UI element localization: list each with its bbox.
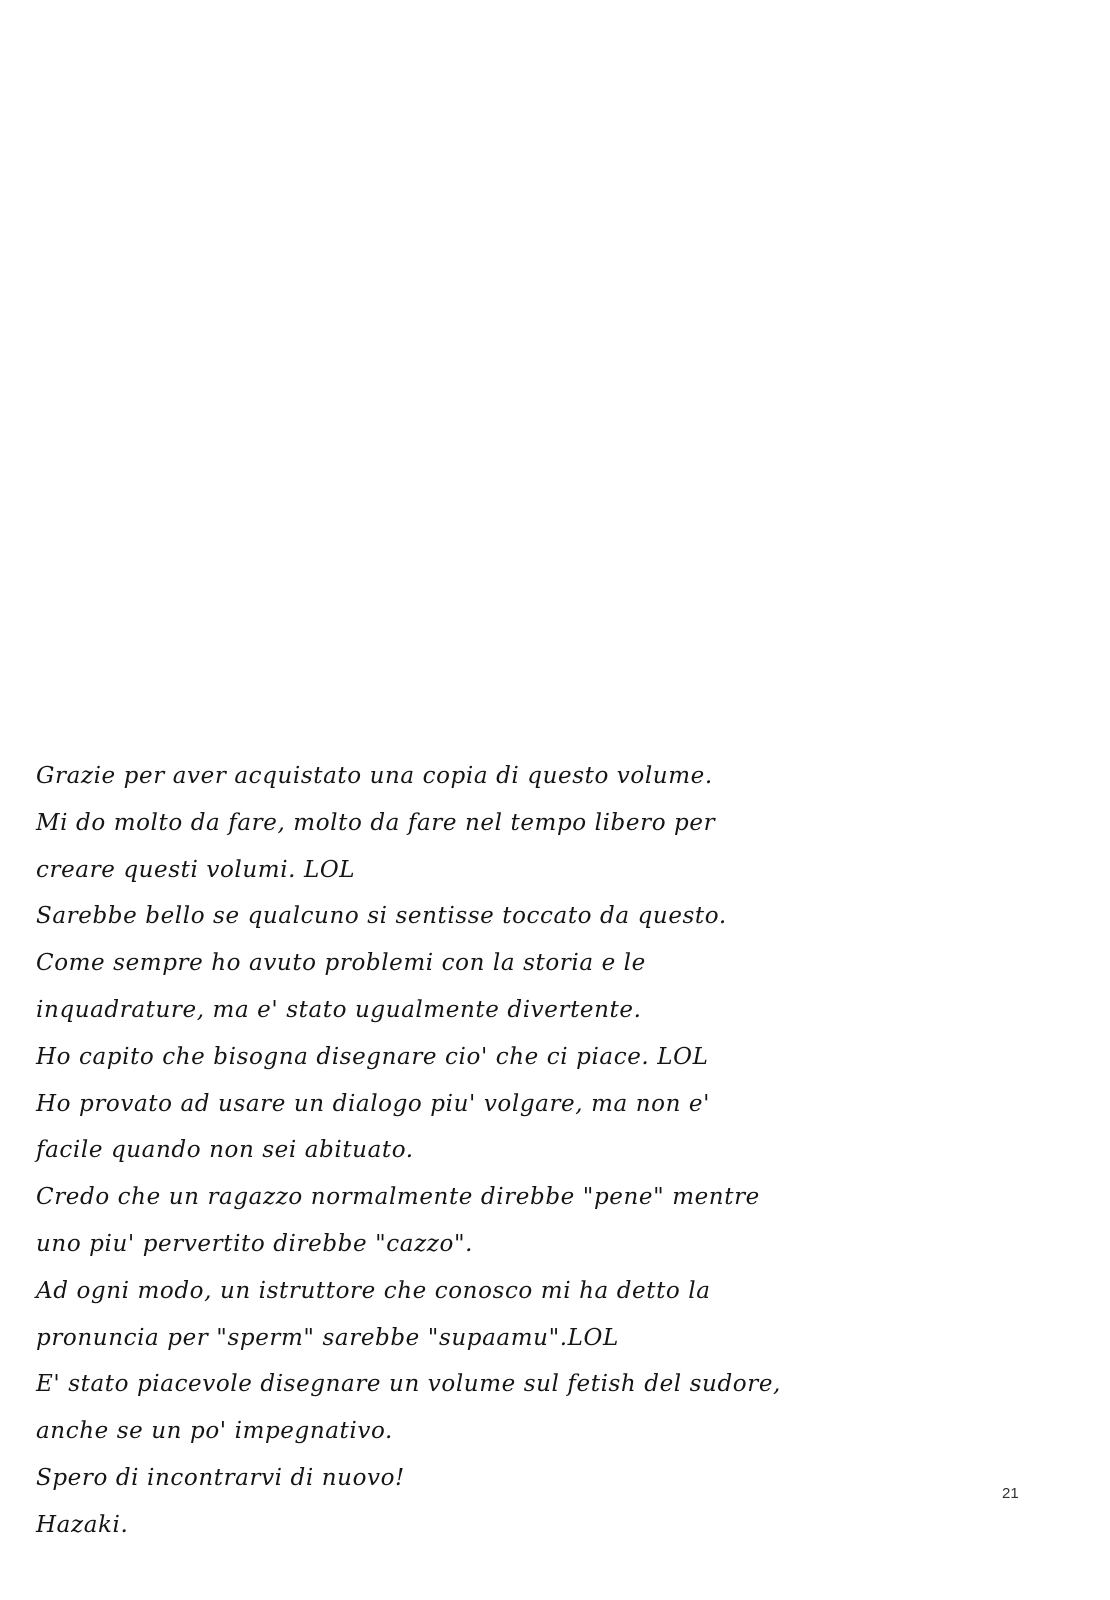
afterword-line: Ho provato ad usare un dialogo piu' volgare, ma non e' [36,1090,711,1117]
afterword-line: Mi do molto da fare, molto da fare nel tempo libero per [36,809,716,836]
afterword-signature: Hazaki. [36,1511,129,1538]
afterword-line: inquadrature, ma e' stato ugualmente divertente. [36,996,642,1023]
afterword-line: anche se un po' impegnativo. [36,1418,393,1445]
afterword-line: Spero di incontrarvi di nuovo! [36,1464,405,1491]
afterword-line: uno piu' pervertito direbbe "cazzo". [36,1230,474,1257]
afterword-line: pronuncia per "sperm" sarebbe "supaamu".LOL [36,1324,619,1351]
afterword-line: Grazie per aver acquistato una copia di questo volume. [36,763,713,789]
afterword-line: E' stato piacevole disegnare un volume sul fetish del sudore, [36,1371,781,1398]
afterword-text [36,753,781,1549]
afterword-line: creare questi volumi. LOL [36,856,356,883]
page-number: 21 [1002,1485,1019,1502]
afterword-line: facile quando non sei abituato. [36,1137,414,1164]
afterword-line: Come sempre ho avuto problemi con la storia e le [36,950,646,977]
afterword-line: Sarebbe bello se qualcuno si sentisse toccato da questo. [36,903,727,930]
afterword-line: Credo che un ragazzo normalmente direbbe "pene" mentre [36,1184,760,1211]
afterword-line: Ho capito che bisogna disegnare cio' che ci piace. LOL [36,1043,709,1070]
afterword-line: Ad ogni modo, un istruttore che conosco mi ha detto la [36,1277,711,1304]
